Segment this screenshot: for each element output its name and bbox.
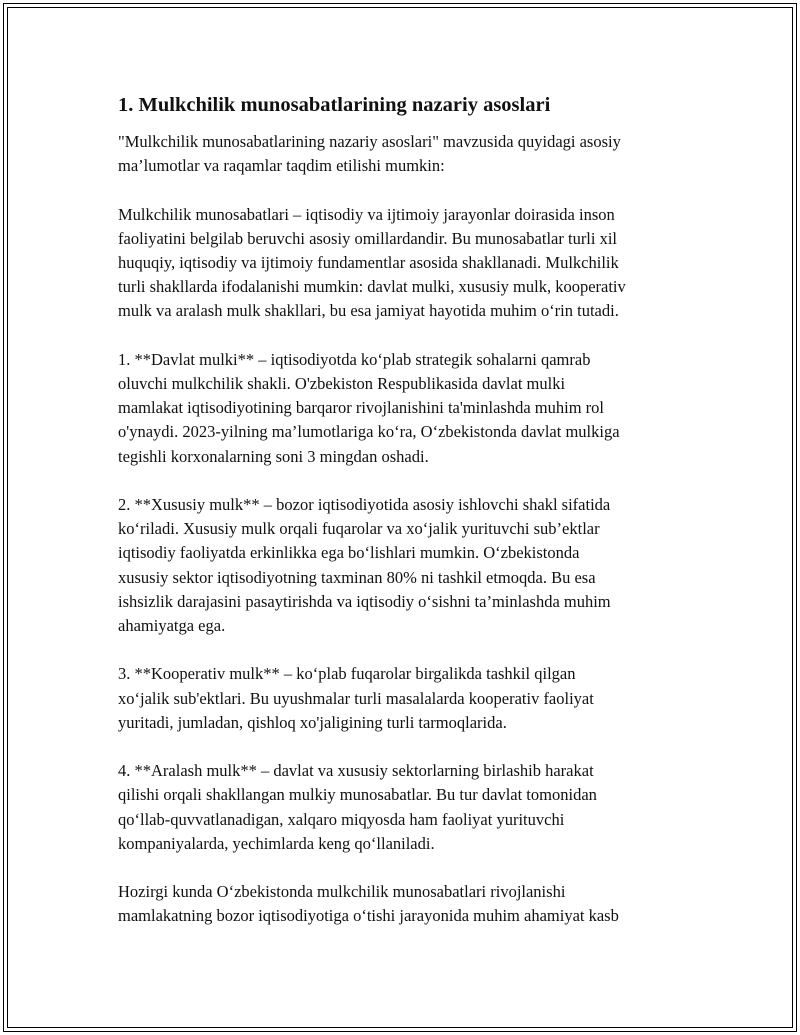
text-line: Mulkchilik munosabatlari – iqtisodiy va ijtimoiy jarayonlar doirasida inson xyxy=(118,204,615,224)
text-line: Hozirgi kunda O‘zbekistonda mulkchilik munosabatlari rivojlanishi xyxy=(118,882,566,902)
text-line: oluvchi mulkchilik shakli. O'zbekiston Respublikasida davlat mulki xyxy=(118,374,566,393)
text-line: qilishi orqali shakllangan mulkiy munosabatlar. Bu tur davlat tomonidan xyxy=(118,785,597,805)
text-line: "Mulkchilik munosabatlarining nazariy asoslari" mavzusida quyidagi asosiy xyxy=(118,132,621,151)
text-line: yuritadi, jumladan, qishloq xo'jaligining turli tarmoqlarida. xyxy=(118,712,507,732)
text-line: o'ynaydi. 2023-yilning ma’lumotlariga ko‘ra, O‘zbekistonda davlat mulkiga xyxy=(118,422,620,442)
text-line: 4. **Aralash mulk** – davlat va xususiy sektorlarning birlashib harakat xyxy=(118,761,594,781)
text-line: ahamiyatga ega. xyxy=(118,616,226,636)
state-property-paragraph xyxy=(118,348,690,469)
text-line: iqtisodiy faoliyatda erkinlikka ega bo‘lishlari mumkin. O‘zbekistonda xyxy=(118,543,580,563)
text-line: 2. **Xususiy mulk** – bozor iqtisodiyotida asosiy ishlovchi shakl sifatida xyxy=(118,495,611,514)
document-title: 1. Mulkchilik munosabatlarining nazariy asoslari xyxy=(118,94,551,116)
cooperative-property-paragraph xyxy=(118,662,690,735)
intro-paragraph xyxy=(118,130,690,178)
text-line: turli shakllarda ifodalanishi mumkin: davlat mulki, xususiy mulk, kooperativ xyxy=(118,277,626,297)
text-line: mamlakat iqtisodiyotining barqaror rivojlanishini ta'minlashda muhim rol xyxy=(118,398,604,418)
text-line: xususiy sektor iqtisodiyotning taxminan 80% ni tashkil etmoqda. Bu esa xyxy=(118,567,596,587)
text-line: mamlakatning bozor iqtisodiyotiga o‘tishi jarayonida muhim ahamiyat kasb xyxy=(118,906,619,926)
text-line: qo‘llab-quvvatlanadigan, xalqaro miqyosda ham faoliyat yurituvchi xyxy=(118,809,565,829)
text-line: ma’lumotlar va raqamlar taqdim etilishi mumkin: xyxy=(118,156,445,176)
mixed-property-paragraph xyxy=(118,759,690,856)
text-line: mulk va aralash mulk shakllari, bu esa jamiyat hayotida muhim o‘rin tutadi. xyxy=(118,301,619,321)
text-line: ko‘riladi. Xususiy mulk orqali fuqarolar va xo‘jalik yurituvchi sub’ektlar xyxy=(118,519,600,539)
text-line: 1. **Davlat mulki** – iqtisodiyotda ko‘plab strategik sohalarni qamrab xyxy=(118,349,591,369)
definition-paragraph xyxy=(118,203,690,324)
text-line: faoliyatini belgilab beruvchi asosiy omillardandir. Bu munosabatlar turli xil xyxy=(118,228,618,248)
text-line: 3. **Kooperativ mulk** – ko‘plab fuqarolar birgalikda tashkil qilgan xyxy=(118,664,576,684)
text-line: huquqiy, iqtisodiy va ijtimoiy fundamentlar asosida shakllanadi. Mulkchilik xyxy=(118,253,619,272)
private-property-paragraph xyxy=(118,493,690,638)
conclusion-paragraph xyxy=(118,880,690,928)
text-line: xo‘jalik sub'ektlari. Bu uyushmalar turli masalalarda kooperativ faoliyat xyxy=(118,688,594,708)
document-body xyxy=(118,92,690,953)
text-line: kompaniyalarda, yechimlarda keng qo‘llaniladi. xyxy=(118,833,435,853)
text-line: tegishli korxonalarning soni 3 mingdan oshadi. xyxy=(118,446,429,466)
text-line: ishsizlik darajasini pasaytirishda va iqtisodiy o‘sishni ta’minlashda muhim xyxy=(118,591,611,611)
